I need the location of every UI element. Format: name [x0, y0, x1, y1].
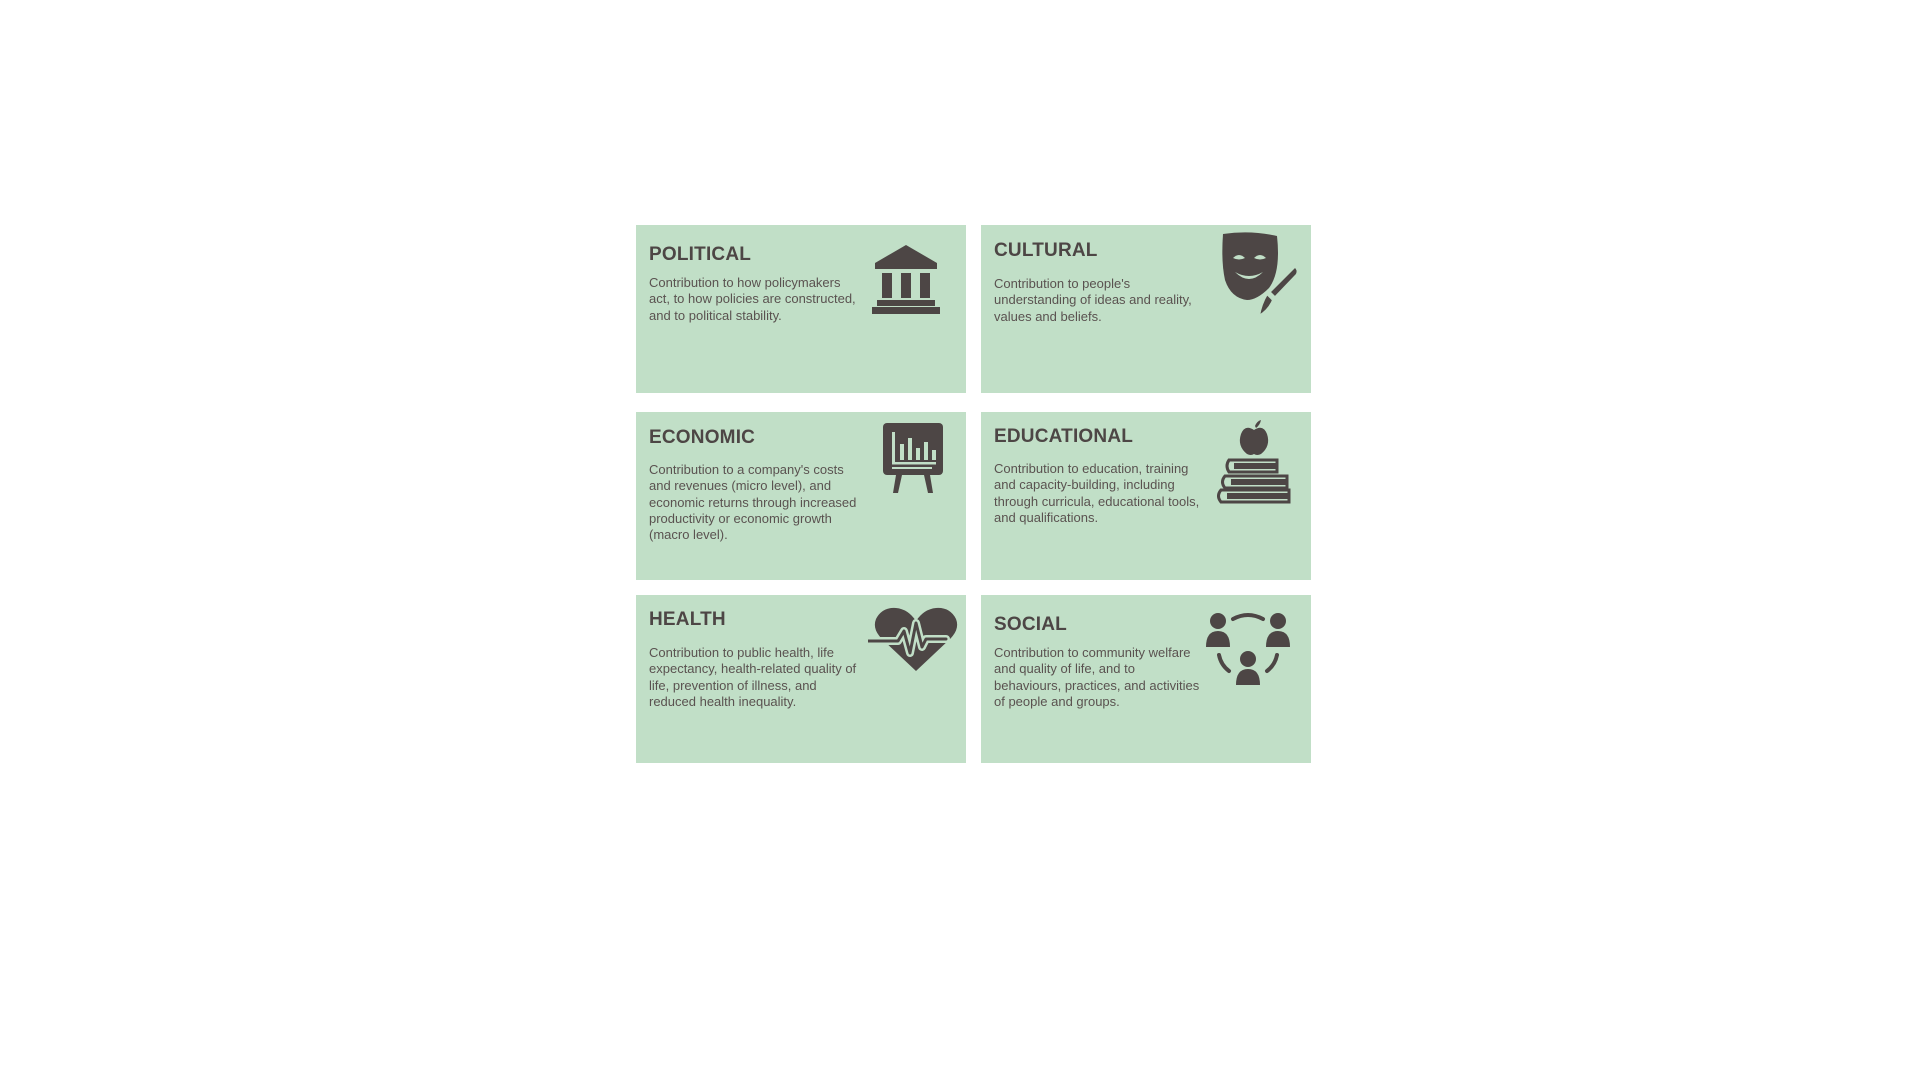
card-social [981, 595, 1311, 763]
card-health [636, 595, 966, 763]
card-cultural [981, 225, 1311, 393]
card-description: Contribution to a company's costs and revenues (micro level), and economic returns through increased productivity or economic growth (macro level). [649, 462, 857, 543]
card-description: Contribution to education, training and capacity-building, including through curricula, educational tools, and qualifications. [994, 461, 1200, 525]
card-economic [636, 412, 966, 580]
card-description: Contribution to how policymakers act, to how policies are constructed, and to political stability. [649, 275, 856, 323]
presentation-bar-chart-icon [882, 422, 944, 494]
card-description: Contribution to people's understanding of ideas and reality, values and beliefs. [994, 276, 1192, 324]
card-title: CULTURAL [994, 240, 1098, 261]
apple-books-icon [1217, 420, 1293, 504]
government-building-icon [870, 243, 942, 315]
card-title: SOCIAL [994, 614, 1067, 635]
heart-pulse-icon [868, 607, 958, 673]
theater-mask-paintbrush-icon [1221, 232, 1301, 318]
card-description: Contribution to public health, life expectancy, health-related quality of life, prevention of illness, and reduced health inequality. [649, 645, 857, 709]
card-title: EDUCATIONAL [994, 426, 1134, 447]
community-people-icon [1205, 611, 1291, 685]
card-title: ECONOMIC [649, 427, 756, 448]
card-description: Contribution to community welfare and quality of life, and to behaviours, practices, and activities of people and groups. [994, 645, 1200, 709]
card-title: POLITICAL [649, 244, 752, 265]
card-title: HEALTH [649, 609, 726, 630]
card-political [636, 225, 966, 393]
card-educational [981, 412, 1311, 580]
